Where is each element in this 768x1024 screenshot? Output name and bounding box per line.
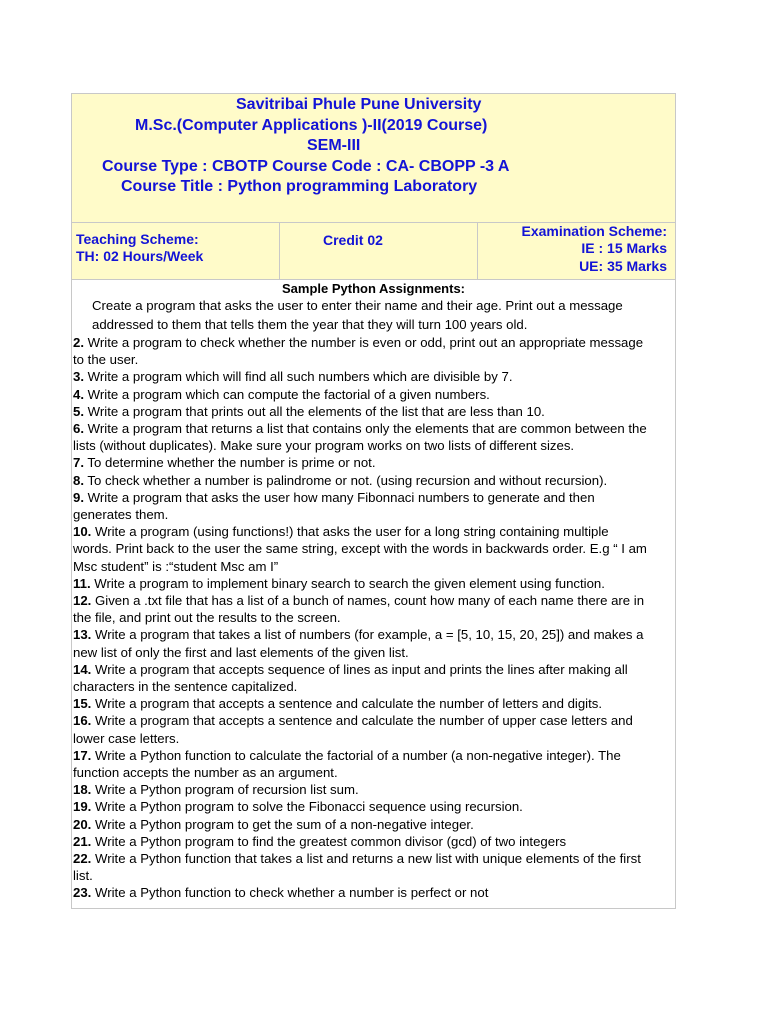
assignment-item-continuation [73, 351, 673, 368]
assignment-number: 16. [73, 713, 92, 729]
assignment-text: Write a Python function to check whether a number is perfect or not [91, 885, 489, 901]
assignment-number: 18. [73, 782, 92, 798]
assignment-number: 20. [73, 816, 92, 832]
teaching-scheme-label: Teaching Scheme: [76, 231, 199, 247]
assignment-number: 8. [73, 472, 84, 488]
assignment-item [73, 523, 673, 540]
assignment-item [73, 781, 673, 798]
university-title: Savitribai Phule Pune University [236, 96, 482, 113]
assignments-title: Sample Python Assignments: [282, 281, 465, 296]
assignment-text: Write a program that prints out all the elements of the list that are less than 10. [84, 403, 545, 419]
assignment-item [73, 368, 673, 385]
assignment-number: 22. [73, 851, 92, 866]
assignment-item [73, 695, 673, 712]
assignment-text: Given a .txt file that has a list of a bunch of names, count how many of each name there are in [91, 593, 645, 608]
cell-divider [477, 223, 478, 279]
assignment-text: Msc student” is :“student Msc am I” [73, 558, 279, 574]
assignment-item [73, 403, 673, 420]
assignment-text: Write a program to implement binary search to search the given element using function. [90, 575, 605, 591]
assignment-item-continuation [73, 506, 673, 523]
assignment-text: Write a program which will find all such numbers which are divisible by 7. [84, 369, 513, 385]
assignment-item-continuation [73, 437, 673, 454]
course-type-line: Course Type : CBOTP Course Code : CA- CBOPP -3 A [102, 158, 510, 175]
assignment-number: 10. [73, 524, 92, 540]
teaching-hours: TH: 02 Hours/Week [76, 248, 204, 264]
assignment-text: To check whether a number is palindrome or not. (using recursion and without recursion). [84, 472, 608, 488]
assignment-text: Write a program which can compute the factorial of a given numbers. [84, 386, 490, 402]
scheme-row [72, 223, 675, 280]
assignment-item [73, 661, 673, 678]
assignment-text: Write a Python program to solve the Fibonacci sequence using recursion. [91, 799, 523, 815]
ue-marks: UE: 35 Marks [579, 258, 667, 274]
assignment-text: words. Print back to the user the same string, except with the words in backwards order. E.g “ I am [73, 541, 647, 557]
assignment-number: 11. [73, 575, 91, 591]
assignment-number: 14. [73, 661, 92, 677]
assignment-text: to the user. [73, 352, 139, 368]
assignment-text: Write a Python function that takes a list and returns a new list with unique elements of the first [91, 851, 641, 866]
semester-title: SEM-III [307, 137, 361, 154]
program-title: M.Sc.(Computer Applications )-II(2019 Course) [135, 117, 488, 134]
assignment-item-continuation [73, 730, 673, 747]
assignment-text: Write a program that accepts sequence of lines as input and prints the lines after making all [91, 661, 628, 677]
assignment-number: 6. [73, 421, 84, 436]
assignment-number: 2. [73, 335, 84, 350]
ie-marks: IE : 15 Marks [581, 240, 667, 256]
assignment-item [73, 592, 673, 609]
assignment-item [73, 626, 673, 643]
assignment-number: 15. [73, 696, 92, 712]
assignment-item-continuation [73, 764, 673, 781]
assignment-item [73, 884, 673, 901]
assignment-text: lower case letters. [73, 730, 180, 746]
assignment-text: Write a program to check whether the number is even or odd, print out an appropriate message [84, 335, 644, 350]
cell-divider [279, 223, 280, 279]
assignment-text: new list of only the first and last elements of the given list. [73, 644, 409, 660]
assignment-text: the file, and print out the results to the screen. [73, 610, 341, 626]
assignment-text: Write a Python program of recursion list sum. [91, 782, 359, 798]
assignment-item-continuation [73, 540, 673, 557]
assignment-text: Write a Python program to get the sum of a non-negative integer. [91, 816, 474, 832]
assignment-text: function accepts the number as an argument. [73, 765, 338, 780]
assignment-number: 12. [73, 593, 92, 608]
assignment-number: 13. [73, 627, 92, 643]
assignment-text: Write a program that accepts a sentence and calculate the number of upper case letters and [91, 713, 633, 729]
assignment-item [73, 472, 673, 489]
assignment-item [73, 816, 673, 833]
assignment-number: 5. [73, 403, 84, 419]
assignment-item [73, 334, 673, 351]
assignment-intro-line: addressed to them that tells them the year that they will turn 100 years old. [92, 317, 528, 332]
assignment-text: Write a program (using functions!) that asks the user for a long string containing multiple [91, 524, 609, 540]
assignment-number: 21. [73, 833, 92, 849]
assignment-number: 19. [73, 799, 92, 815]
assignment-item [73, 489, 673, 506]
assignment-text: Write a program that accepts a sentence and calculate the number of letters and digits. [91, 696, 603, 712]
assignment-text: Write a program that takes a list of numbers (for example, a = [5, 10, 15, 20, 25]) and makes a [91, 627, 644, 643]
assignment-item-continuation [73, 678, 673, 695]
course-header [72, 94, 675, 223]
assignment-item [73, 833, 673, 850]
assignment-item-continuation [73, 609, 673, 626]
assignment-text: lists (without duplicates). Make sure your program works on two lists of different sizes. [73, 438, 575, 454]
assignment-item [73, 747, 673, 764]
assignment-number: 7. [73, 455, 84, 471]
assignment-number: 23. [73, 885, 92, 901]
assignment-text: Write a Python program to find the greatest common divisor (gcd) of two integers [91, 833, 567, 849]
assignment-text: generates them. [73, 507, 169, 522]
assignment-text: list. [73, 868, 93, 884]
course-title-line: Course Title : Python programming Laboratory [121, 178, 478, 195]
assignment-text: Write a program that returns a list that contains only the elements that are common between the [84, 421, 647, 436]
assignment-number: 4. [73, 386, 84, 402]
assignment-number: 17. [73, 747, 92, 763]
assignment-item [73, 454, 673, 471]
assignment-item [73, 850, 673, 867]
assignment-text: characters in the sentence capitalized. [73, 679, 298, 694]
assignment-item-continuation [73, 558, 673, 575]
assignment-item [73, 386, 673, 403]
exam-scheme-label: Examination Scheme: [521, 223, 667, 239]
assignment-item [73, 575, 673, 592]
assignment-intro-line: Create a program that asks the user to enter their name and their age. Print out a message [92, 298, 623, 313]
assignment-item [73, 420, 673, 437]
assignment-number: 9. [73, 489, 84, 505]
assignment-number: 3. [73, 369, 84, 385]
assignment-item [73, 798, 673, 815]
assignment-text: Write a program that asks the user how many Fibonnaci numbers to generate and then [84, 489, 595, 505]
syllabus-document [71, 93, 676, 909]
credit-value: Credit 02 [323, 232, 383, 248]
assignment-text: Write a Python function to calculate the factorial of a number (a non-negative integer). The [91, 747, 621, 763]
assignment-text: To determine whether the number is prime or not. [84, 455, 376, 471]
assignment-item-continuation [73, 867, 673, 884]
assignment-item [73, 712, 673, 729]
assignment-item-continuation [73, 644, 673, 661]
